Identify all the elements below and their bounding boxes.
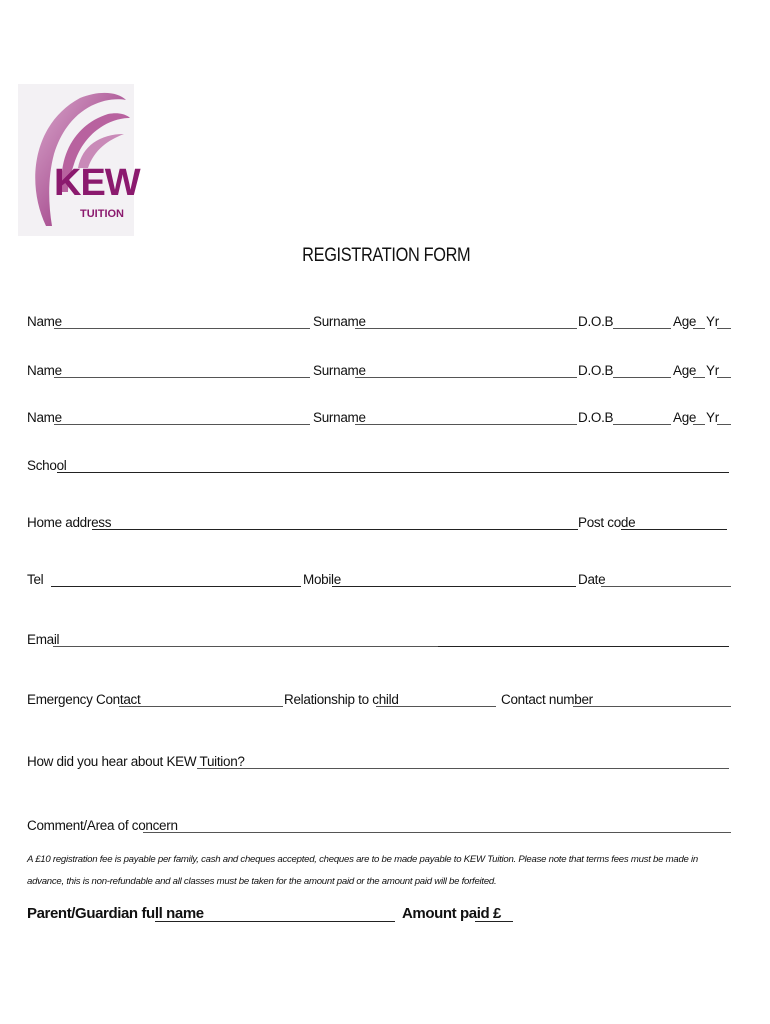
dob-field[interactable] [613, 328, 671, 329]
email-field[interactable] [53, 646, 438, 647]
surname-label: Surname [313, 410, 366, 425]
referral-field[interactable] [197, 768, 729, 769]
emergency-row [27, 690, 733, 710]
referral-row [27, 752, 733, 772]
age-label: Age [673, 314, 697, 329]
mobile-label: Mobile [303, 572, 341, 587]
relationship-field[interactable] [376, 706, 496, 707]
dob-label: D.O.B [578, 363, 614, 378]
yr-label: Yr [706, 314, 719, 329]
dob-label: D.O.B [578, 314, 614, 329]
school-label: School [27, 458, 67, 473]
home-address-row [27, 513, 733, 533]
child-row-2 [27, 361, 733, 381]
school-row [27, 456, 733, 476]
logo-brand-text: KEW [54, 162, 140, 204]
child-row-3 [27, 408, 733, 428]
postcode-label: Post code [578, 515, 636, 530]
home-address-label: Home address [27, 515, 112, 530]
tel-label: Tel [27, 572, 44, 587]
comment-label: Comment/Area of concern [27, 818, 178, 833]
contact-number-label: Contact number [501, 692, 593, 707]
email-row [27, 630, 733, 650]
comment-row [27, 816, 733, 836]
name-label: Name [27, 410, 62, 425]
emergency-contact-label: Emergency Contact [27, 692, 141, 707]
email-label: Email [27, 632, 60, 647]
amount-paid-field[interactable] [475, 921, 513, 922]
surname-field[interactable] [355, 328, 577, 329]
school-field[interactable] [57, 472, 729, 473]
relationship-label: Relationship to child [284, 692, 399, 707]
phone-row [27, 570, 733, 590]
dob-field[interactable] [613, 424, 671, 425]
surname-label: Surname [313, 314, 366, 329]
name-label: Name [27, 363, 62, 378]
age-field[interactable] [693, 424, 705, 425]
age-field[interactable] [693, 328, 705, 329]
emergency-contact-field[interactable] [119, 706, 283, 707]
comment-field[interactable] [143, 832, 731, 833]
age-label: Age [673, 410, 697, 425]
surname-label: Surname [313, 363, 366, 378]
kew-tuition-logo [18, 84, 140, 236]
child-row-1 [27, 312, 733, 332]
yr-label: Yr [706, 410, 719, 425]
name-field[interactable] [54, 424, 310, 425]
referral-label: How did you hear about KEW Tuition? [27, 754, 245, 769]
home-address-field[interactable] [92, 529, 578, 530]
name-field[interactable] [54, 377, 310, 378]
guardian-name-field[interactable] [155, 921, 395, 922]
yr-field[interactable] [717, 377, 731, 378]
guardian-name-label: Parent/Guardian full name [27, 905, 204, 922]
mobile-field[interactable] [332, 586, 576, 587]
date-label: Date [578, 572, 606, 587]
surname-field[interactable] [355, 377, 577, 378]
yr-field[interactable] [717, 424, 731, 425]
dob-label: D.O.B [578, 410, 614, 425]
signature-row [27, 903, 733, 927]
name-label: Name [27, 314, 62, 329]
amount-paid-label: Amount paid £ [402, 905, 501, 922]
dob-field[interactable] [613, 377, 671, 378]
logo-sub-text: TUITION [80, 208, 124, 220]
surname-field[interactable] [355, 424, 577, 425]
email-field-extension[interactable] [438, 646, 729, 647]
postcode-field[interactable] [621, 529, 727, 530]
age-field[interactable] [693, 377, 705, 378]
yr-label: Yr [706, 363, 719, 378]
page-title: REGISTRATION FORM [302, 245, 471, 266]
tel-field[interactable] [51, 586, 301, 587]
name-field[interactable] [54, 328, 310, 329]
age-label: Age [673, 363, 697, 378]
fee-note: A £10 registration fee is payable per family, cash and cheques accepted, cheques are to be made payable to KEW Tuition. Please note that terms fees must be made in advance, this is non-refundable and all classes must be taken for the amount paid or the amount paid will be forfeited. [27, 854, 699, 887]
contact-number-field[interactable] [573, 706, 731, 707]
date-field[interactable] [601, 586, 731, 587]
yr-field[interactable] [717, 328, 731, 329]
